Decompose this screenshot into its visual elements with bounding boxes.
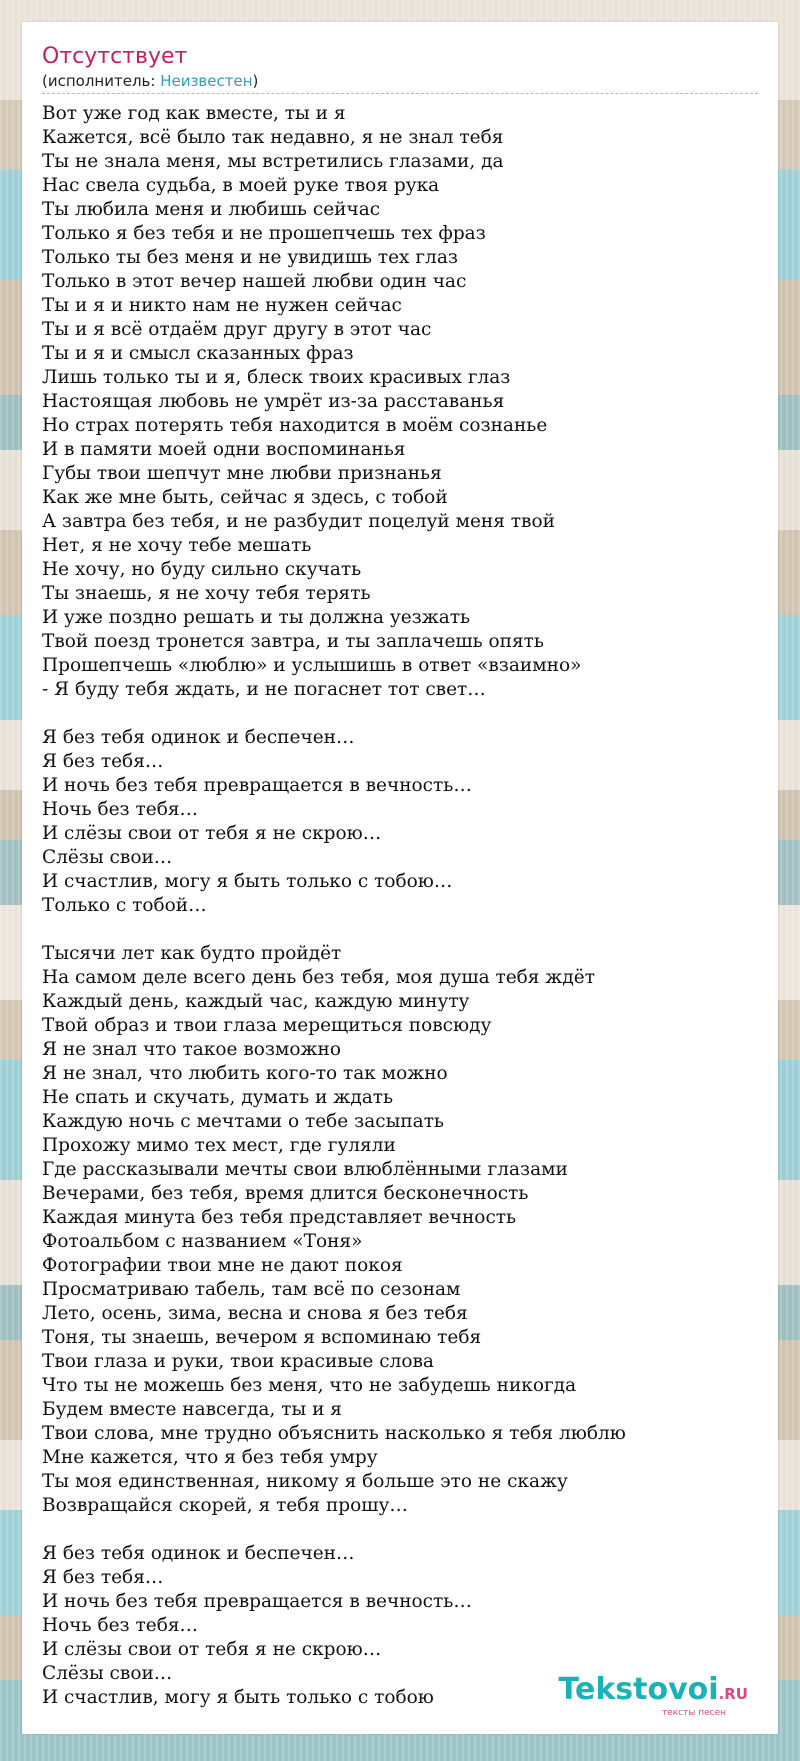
lyrics-line: Только ты без меня и не увидишь тех глаз bbox=[42, 247, 458, 268]
lyrics-line: И уже поздно решать и ты должна уезжать bbox=[42, 607, 471, 628]
lyrics-line: Не спать и скучать, думать и ждать bbox=[42, 1087, 394, 1108]
lyrics-line: И в памяти моей одни воспоминанья bbox=[42, 439, 406, 460]
lyrics-line: И ночь без тебя превращается в вечность… bbox=[42, 775, 472, 796]
lyrics-line: Тысячи лет как будто пройдёт bbox=[42, 943, 342, 964]
lyrics-line: Я не знал, что любить кого-то так можно bbox=[42, 1063, 448, 1084]
lyrics-line: А завтра без тебя, и не разбудит поцелуй меня твой bbox=[42, 511, 555, 532]
lyrics-line: Но страх потерять тебя находится в моём сознанье bbox=[42, 415, 548, 436]
lyrics-line: Я без тебя… bbox=[42, 751, 164, 772]
site-logo[interactable] bbox=[559, 1674, 748, 1718]
lyrics-line: Настоящая любовь не умрёт из-за расставанья bbox=[42, 391, 505, 412]
lyrics-line: Я без тебя одинок и беспечен… bbox=[42, 727, 355, 748]
lyrics-line: И счастлив, могу я быть только с тобою… bbox=[42, 871, 453, 892]
lyrics-line: - Я буду тебя ждать, и не погаснет тот свет… bbox=[42, 679, 486, 700]
lyrics-line: Ночь без тебя… bbox=[42, 799, 199, 820]
lyrics-line: Твои слова, мне трудно объяснить насколько я тебя люблю bbox=[42, 1423, 626, 1444]
lyrics-line: Прошепчешь «люблю» и услышишь в ответ «взаимно» bbox=[42, 655, 582, 676]
lyrics-line: Лето, осень, зима, весна и снова я без тебя bbox=[42, 1303, 468, 1324]
lyrics-blank-line bbox=[42, 1518, 758, 1542]
lyrics-line: Ты и я и смысл сказанных фраз bbox=[42, 343, 354, 364]
artist-prefix: (исполнитель: bbox=[42, 72, 161, 90]
lyrics-blank-line bbox=[42, 918, 758, 942]
lyrics-line: Нас свела судьба, в моей руке твоя рука bbox=[42, 175, 440, 196]
lyrics-line: Фотографии твои мне не дают покоя bbox=[42, 1255, 403, 1276]
lyrics-line: И слёзы свои от тебя я не скрою… bbox=[42, 1639, 382, 1660]
lyrics-blank-line bbox=[42, 702, 758, 726]
lyrics-line: Твой образ и твои глаза мерещиться повсюду bbox=[42, 1015, 492, 1036]
lyrics-line: Как же мне быть, сейчас я здесь, с тобой bbox=[42, 487, 448, 508]
lyrics-line: Только с тобой… bbox=[42, 895, 207, 916]
lyrics-line: Ты и я всё отдаём друг другу в этот час bbox=[42, 319, 432, 340]
lyrics-line: И слёзы свои от тебя я не скрою… bbox=[42, 823, 382, 844]
artist-suffix: ) bbox=[252, 72, 259, 90]
lyrics-line: Просматриваю табель, там всё по сезонам bbox=[42, 1279, 461, 1300]
lyrics-line: И ночь без тебя превращается в вечность… bbox=[42, 1591, 472, 1612]
lyrics-line: Только в этот вечер нашей любви один час bbox=[42, 271, 467, 292]
lyrics-line: Каждую ночь с мечтами о тебе засыпать bbox=[42, 1111, 444, 1132]
lyrics-line: Ночь без тебя… bbox=[42, 1615, 199, 1636]
lyrics-line: Прохожу мимо тех мест, где гуляли bbox=[42, 1135, 396, 1156]
lyrics-line: Кажется, всё было так недавно, я не знал тебя bbox=[42, 127, 504, 148]
lyrics-card bbox=[22, 22, 778, 1734]
logo-wordmark bbox=[559, 1674, 748, 1710]
lyrics-line: Ты и я и никто нам не нужен сейчас bbox=[42, 295, 402, 316]
lyrics-line: Будем вместе навсегда, ты и я bbox=[42, 1399, 342, 1420]
lyrics-line: Я не знал что такое возможно bbox=[42, 1039, 341, 1060]
lyrics-line: Слёзы свои… bbox=[42, 1663, 173, 1684]
lyrics-line: Вечерами, без тебя, время длится бесконечность bbox=[42, 1183, 529, 1204]
lyrics-line: Твои глаза и руки, твои красивые слова bbox=[42, 1351, 434, 1372]
logo-tagline: тексты песен bbox=[661, 1708, 726, 1718]
lyrics-line: Только я без тебя и не прошепчешь тех фраз bbox=[42, 223, 486, 244]
lyrics-line: Ты знаешь, я не хочу тебя терять bbox=[42, 583, 371, 604]
lyrics-text bbox=[42, 102, 758, 1710]
logo-main-text: Tekstovoi bbox=[558, 1672, 719, 1707]
lyrics-line: Возвращайся скорей, я тебя прошу… bbox=[42, 1495, 408, 1516]
lyrics-line: Ты не знала меня, мы встретились глазами, да bbox=[42, 151, 504, 172]
artist-link[interactable]: Неизвестен bbox=[160, 72, 253, 90]
lyrics-line: Слёзы свои… bbox=[42, 847, 173, 868]
lyrics-line: Губы твои шепчут мне любви признанья bbox=[42, 463, 442, 484]
song-title: Отсутствует bbox=[42, 44, 188, 69]
lyrics-line: Ты любила меня и любишь сейчас bbox=[42, 199, 381, 220]
lyrics-line: Мне кажется, что я без тебя умру bbox=[42, 1447, 378, 1468]
lyrics-line: Ты моя единственная, никому я больше это не скажу bbox=[42, 1471, 568, 1492]
artist-line bbox=[42, 72, 758, 91]
lyrics-line: Я без тебя… bbox=[42, 1567, 164, 1588]
lyrics-line: Нет, я не хочу тебе мешать bbox=[42, 535, 312, 556]
lyrics-line: И счастлив, могу я быть только с тобою bbox=[42, 1687, 434, 1708]
lyrics-line: Фотоальбом с названием «Тоня» bbox=[42, 1231, 363, 1252]
logo-domain: .RU bbox=[718, 1685, 748, 1703]
lyrics-line: Тоня, ты знаешь, вечером я вспоминаю тебя bbox=[42, 1327, 482, 1348]
lyrics-line: Я без тебя одинок и беспечен… bbox=[42, 1543, 355, 1564]
lyrics-line: Где рассказывали мечты свои влюблёнными глазами bbox=[42, 1159, 568, 1180]
lyrics-line: Твой поезд тронется завтра, и ты заплачешь опять bbox=[42, 631, 544, 652]
lyrics-line: Лишь только ты и я, блеск твоих красивых глаз bbox=[42, 367, 511, 388]
lyrics-line: Не хочу, но буду сильно скучать bbox=[42, 559, 362, 580]
lyrics-line: На самом деле всего день без тебя, моя душа тебя ждёт bbox=[42, 967, 595, 988]
lyrics-line: Вот уже год как вместе, ты и я bbox=[42, 103, 346, 124]
lyrics-line: Каждая минута без тебя представляет вечность bbox=[42, 1207, 517, 1228]
lyrics-line: Каждый день, каждый час, каждую минуту bbox=[42, 991, 470, 1012]
lyrics-line: Что ты не можешь без меня, что не забудешь никогда bbox=[42, 1375, 577, 1396]
song-header bbox=[42, 42, 758, 94]
